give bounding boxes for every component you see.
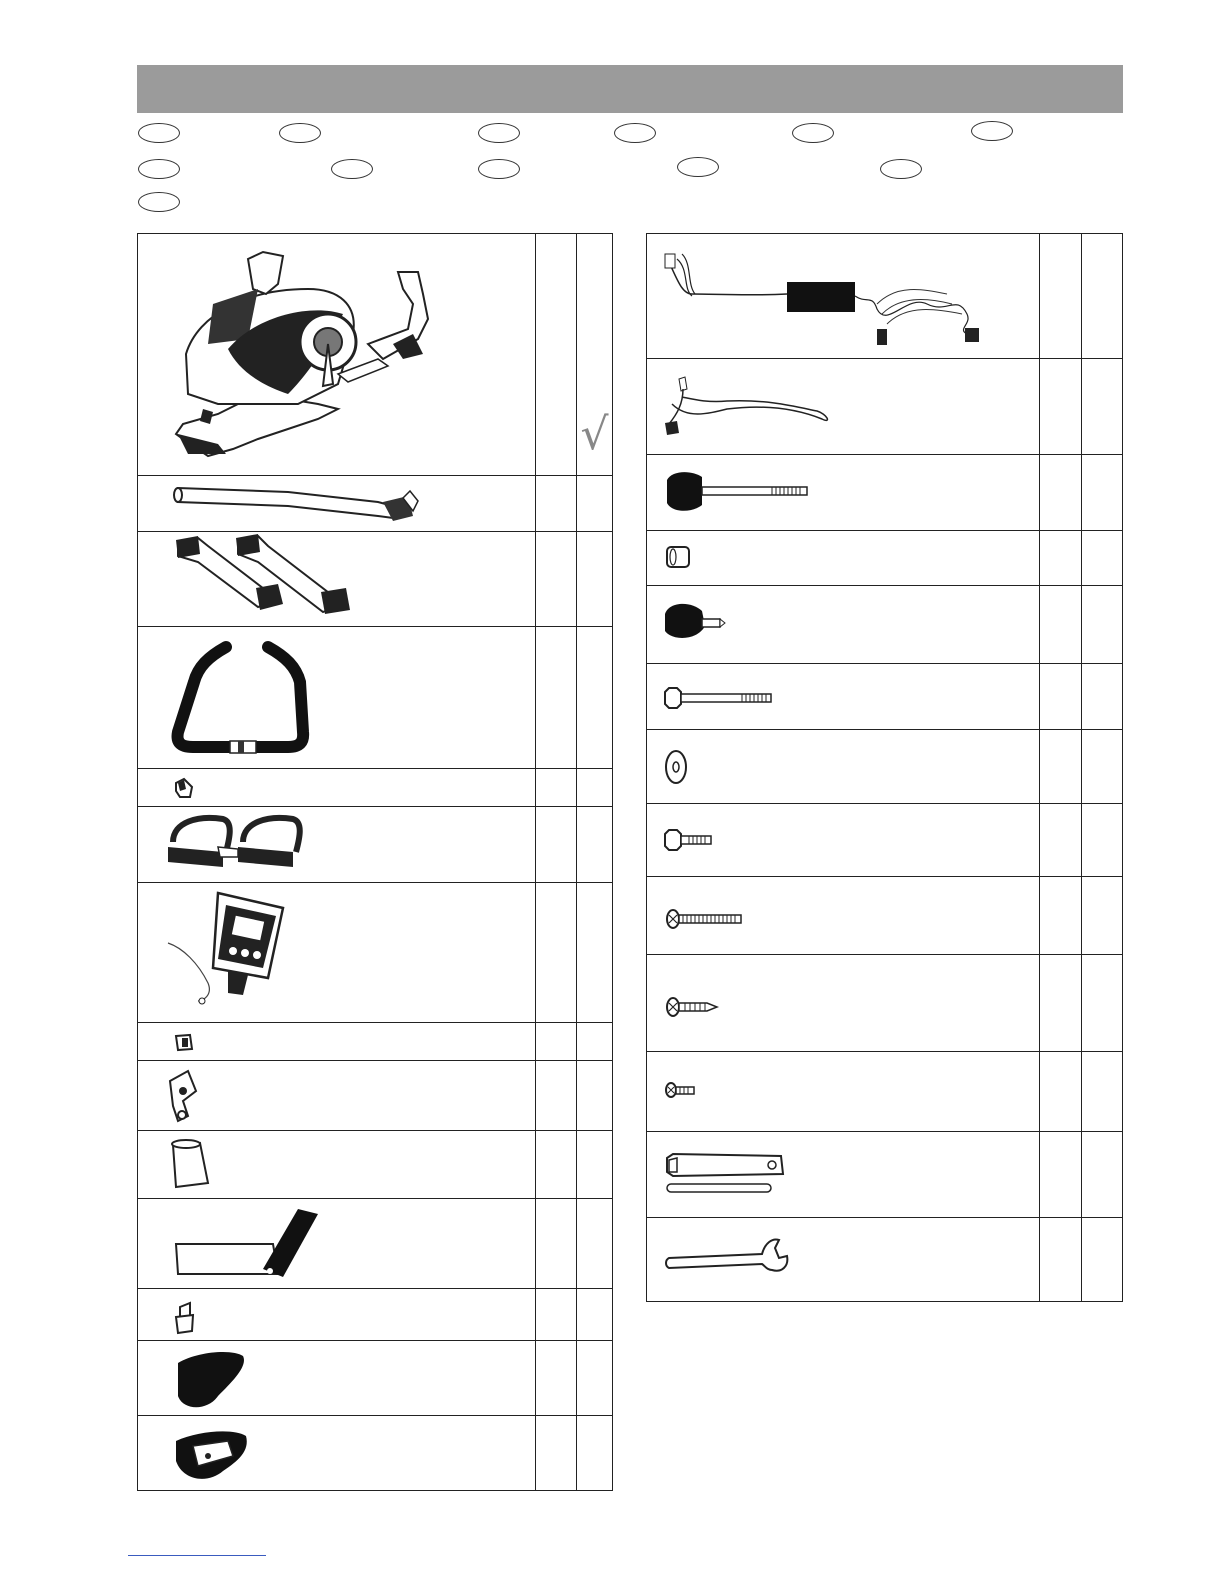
- console-icon: [138, 883, 536, 1023]
- language-badge: [138, 159, 180, 179]
- table-row: [138, 883, 613, 1023]
- table-row: [647, 664, 1123, 730]
- hex-bolt-icon: [647, 664, 1040, 730]
- sleeve-icon: [138, 1131, 536, 1199]
- pin-icon: [138, 1289, 536, 1341]
- table-row: [647, 730, 1123, 804]
- right-parts-table: [646, 233, 1123, 1302]
- table-row: [138, 532, 613, 627]
- footer-link-underline: [128, 1555, 266, 1556]
- table-row: [138, 807, 613, 883]
- clip-icon: [138, 769, 536, 807]
- checkmark-icon: √: [580, 409, 609, 460]
- short-bolt-icon: [647, 804, 1040, 877]
- table-row: [647, 1052, 1123, 1132]
- cable-icon: [647, 359, 1040, 455]
- language-badge: [971, 121, 1013, 141]
- table-row: [138, 627, 613, 769]
- table-row: [647, 955, 1123, 1052]
- handlebar-icon: [138, 627, 536, 769]
- seat-icon: [138, 1341, 536, 1416]
- left-parts-table: [137, 233, 613, 1491]
- table-row: [647, 586, 1123, 664]
- stabilizer-feet-icon: [138, 532, 536, 627]
- language-badge: [677, 157, 719, 177]
- language-badge: [792, 123, 834, 143]
- seat-slider-icon: [138, 1199, 536, 1289]
- table-row: [138, 1061, 613, 1131]
- table-row: [647, 1132, 1123, 1218]
- table-row: [647, 877, 1123, 955]
- washer-icon: [647, 730, 1040, 804]
- tapping-screw-icon: [647, 955, 1040, 1052]
- socket-wrench-icon: [647, 1132, 1040, 1218]
- language-badge: [138, 192, 180, 212]
- table-row: [138, 769, 613, 807]
- table-row: [647, 531, 1123, 586]
- language-badge: [331, 159, 373, 179]
- language-badge: [880, 159, 922, 179]
- spacer-icon: [647, 531, 1040, 586]
- table-row: [138, 1289, 613, 1341]
- knob-icon: [647, 586, 1040, 664]
- table-row: [138, 1199, 613, 1289]
- language-badge: [614, 123, 656, 143]
- screw-icon: [647, 877, 1040, 955]
- knob-bolt-icon: [647, 455, 1040, 531]
- language-badge: [478, 159, 520, 179]
- small-screw-icon: [647, 1052, 1040, 1132]
- plug-icon: [138, 1023, 536, 1061]
- table-row: [138, 1341, 613, 1416]
- table-row: [647, 359, 1123, 455]
- table-row: [647, 1218, 1123, 1302]
- header-bar: [137, 65, 1123, 113]
- language-badge: [279, 123, 321, 143]
- tube-icon: [138, 476, 536, 532]
- table-row: [138, 476, 613, 532]
- power-adapter-icon: [647, 234, 1040, 359]
- pedals-icon: [138, 807, 536, 883]
- seat-bottom-icon: [138, 1416, 536, 1491]
- table-row: [138, 1416, 613, 1491]
- table-row: [138, 1023, 613, 1061]
- language-badge: [478, 123, 520, 143]
- table-row: [647, 455, 1123, 531]
- table-row: [647, 804, 1123, 877]
- table-row: [138, 1131, 613, 1199]
- table-row: [647, 234, 1123, 359]
- exercise-bike-frame-icon: [138, 234, 536, 476]
- bracket-icon: [138, 1061, 536, 1131]
- table-row: [138, 234, 613, 476]
- language-badge: [138, 123, 180, 143]
- wrench-icon: [647, 1218, 1040, 1302]
